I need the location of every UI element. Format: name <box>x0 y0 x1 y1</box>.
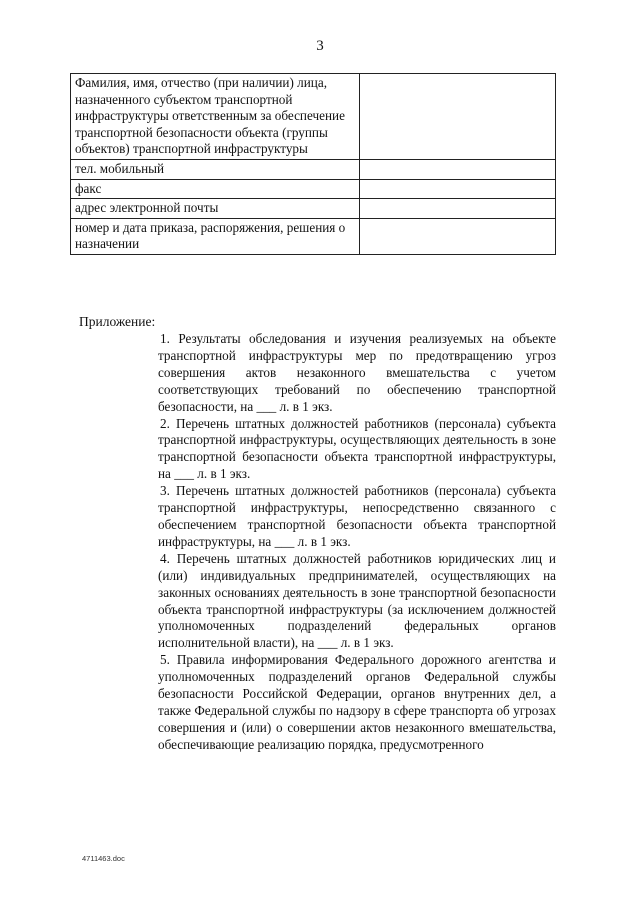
table-label-cell: факс <box>71 179 360 199</box>
table-label-cell: Фамилия, имя, отчество (при наличии) лица, назначенного субъектом транспортной инфраструктуры ответственным за обеспечение транспортной безопасности объекта (группы объектов) транспортной инфраструктуры <box>71 74 360 160</box>
document-file-code: 4711463.doc <box>82 854 125 863</box>
table-value-cell <box>359 199 556 219</box>
table-label-cell: тел. мобильный <box>71 159 360 179</box>
table-row <box>71 218 556 254</box>
appendix-item: 1. Результаты обследования и изучения реализуемых на объекте транспортной инфраструктуры мер по предотвращению угроз совершения актов незаконного вмешательства с учетом соответствующих требований по обеспечению транспортной безопасности, на ___ л. в 1 экз. <box>158 331 556 414</box>
table-label-cell: адрес электронной почты <box>71 199 360 219</box>
appendix-list <box>158 331 556 754</box>
table-value-cell <box>359 159 556 179</box>
table-value-cell <box>359 218 556 254</box>
appendix-title: Приложение: <box>79 314 156 329</box>
appendix-item: 5. Правила информирования Федерального дорожного агентства и уполномоченных подразделений органов Федеральной службы безопасности Российской Федерации, органов внутренних дел, а также Федеральной службы по надзору в сфере транспорта об угрозах совершения и (или) о совершении актов незаконного вмешательства, обеспечивающие реализацию порядка, предусмотренного <box>158 652 556 752</box>
appendix-item: 4. Перечень штатных должностей работников юридических лиц и (или) индивидуальных предпринимателей, осуществляющих на законных основаниях деятельность в зоне транспортной безопасности объекта транспортной инфраструктуры (за исключением должностей уполномоченных подразделений федеральных органов исполнительной власти), на ___ л. в 1 экз. <box>158 550 556 651</box>
table-row <box>71 199 556 219</box>
table-row <box>71 159 556 179</box>
table-value-cell <box>359 179 556 199</box>
appendix-item: 3. Перечень штатных должностей работников (персонала) субъекта транспортной инфраструктуры, непосредственно связанного с обеспечением транспортной безопасности объекта транспортной инфраструктуры, на ___ л. в 1 экз. <box>158 483 556 549</box>
contact-info-table <box>70 73 556 255</box>
appendix-item: 2. Перечень штатных должностей работников (персонала) субъекта транспортной инфраструктуры, осуществляющих деятельность в зоне транспортной безопасности объекта транспортной инфраструктуры, на ___ л. в 1 экз. <box>158 415 556 482</box>
table-row <box>71 179 556 199</box>
table-row <box>71 74 556 160</box>
page-number: 3 <box>316 38 324 54</box>
table-value-cell <box>359 74 556 160</box>
table-label-cell: номер и дата приказа, распоряжения, решения о назначении <box>71 218 360 254</box>
